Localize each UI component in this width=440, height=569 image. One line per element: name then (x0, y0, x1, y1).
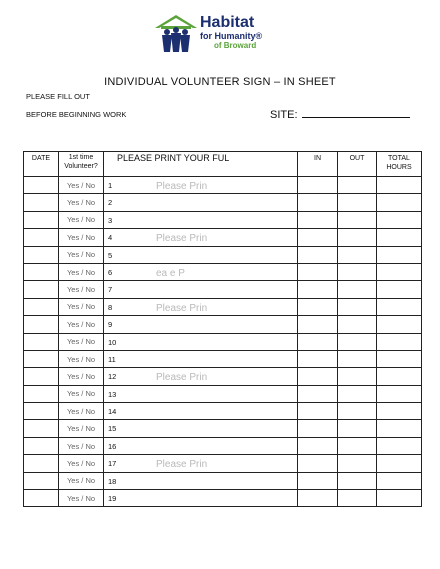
name-cell[interactable] (104, 194, 298, 211)
total-hours-cell[interactable] (377, 194, 422, 211)
sign-in-table (23, 151, 422, 507)
row-number: 19 (108, 494, 117, 504)
table-row (24, 316, 422, 333)
date-cell[interactable] (24, 333, 59, 350)
row-number: 17 (108, 459, 117, 469)
total-hours-cell[interactable] (377, 385, 422, 402)
table-row (24, 298, 422, 315)
date-cell[interactable] (24, 385, 59, 402)
name-cell[interactable] (104, 298, 298, 315)
print-name-watermark: Please Prin (156, 181, 208, 192)
instruction-line-1: PLEASE FILL OUT (26, 92, 90, 101)
name-cell[interactable] (104, 455, 298, 472)
table-row (24, 437, 422, 454)
print-name-watermark: Please Prin (156, 302, 208, 314)
print-name-watermark: Please Prin (156, 233, 208, 245)
header-total-hours: TOTAL HOURS (377, 152, 422, 177)
first-time-cell[interactable]: Yes / No (59, 281, 104, 298)
total-hours-cell[interactable] (377, 420, 422, 437)
first-time-cell[interactable]: Yes / No (59, 298, 104, 315)
time-out-cell[interactable] (338, 472, 377, 489)
time-in-cell[interactable] (298, 437, 338, 454)
date-cell[interactable] (24, 316, 59, 333)
header-out: OUT (338, 152, 377, 177)
first-time-cell[interactable]: Yes / No (59, 246, 104, 263)
date-cell[interactable] (24, 437, 59, 454)
table-row (24, 420, 422, 437)
table-row (24, 177, 422, 194)
total-hours-cell[interactable] (377, 333, 422, 350)
date-cell[interactable] (24, 177, 59, 194)
time-in-cell[interactable] (298, 229, 338, 246)
time-in-cell[interactable] (298, 333, 338, 350)
row-number: 15 (108, 424, 117, 434)
table-row (24, 246, 422, 263)
total-hours-cell[interactable] (377, 368, 422, 385)
table-row (24, 194, 422, 211)
total-hours-cell[interactable] (377, 455, 422, 472)
row-number: 10 (108, 337, 117, 347)
time-out-cell[interactable] (338, 385, 377, 402)
first-time-cell[interactable]: Yes / No (59, 403, 104, 420)
table-row (24, 211, 422, 228)
row-number: 9 (108, 320, 113, 330)
total-hours-cell[interactable] (377, 298, 422, 315)
first-time-cell[interactable]: Yes / No (59, 472, 104, 489)
first-time-cell[interactable]: Yes / No (59, 177, 104, 194)
row-number: 14 (108, 407, 117, 417)
time-in-cell[interactable] (298, 246, 338, 263)
total-hours-cell[interactable] (377, 263, 422, 280)
total-hours-cell[interactable] (377, 490, 422, 507)
name-cell[interactable] (104, 385, 298, 402)
date-cell[interactable] (24, 350, 59, 367)
date-cell[interactable] (24, 455, 59, 472)
time-out-cell[interactable] (338, 316, 377, 333)
date-cell[interactable] (24, 246, 59, 263)
name-cell[interactable] (104, 263, 298, 280)
name-cell[interactable] (104, 350, 298, 367)
date-cell[interactable] (24, 420, 59, 437)
time-out-cell[interactable] (338, 194, 377, 211)
first-time-cell[interactable]: Yes / No (59, 316, 104, 333)
time-in-cell[interactable] (298, 403, 338, 420)
time-out-cell[interactable] (338, 368, 377, 385)
table-row (24, 263, 422, 280)
total-hours-cell[interactable] (377, 281, 422, 298)
site-field[interactable] (270, 107, 410, 121)
date-cell[interactable] (24, 368, 59, 385)
time-out-cell[interactable] (338, 403, 377, 420)
header-name: PLEASE PRINT YOUR FUL (104, 152, 298, 177)
site-label: SITE: (270, 109, 298, 121)
row-number: 4 (108, 233, 113, 243)
first-time-cell[interactable]: Yes / No (59, 385, 104, 402)
name-cell[interactable] (104, 281, 298, 298)
house-people-icon (153, 14, 199, 54)
header-in: IN (298, 152, 338, 177)
date-cell[interactable] (24, 472, 59, 489)
total-hours-cell[interactable] (377, 350, 422, 367)
print-name-watermark: Please Prin (156, 459, 208, 471)
first-time-cell[interactable]: Yes / No (59, 229, 104, 246)
name-cell[interactable] (104, 490, 298, 507)
row-number: 6 (108, 267, 113, 277)
time-in-cell[interactable] (298, 263, 338, 280)
table-row (24, 333, 422, 350)
logo-subtitle: for Humanity® (200, 31, 263, 41)
time-in-cell[interactable] (298, 316, 338, 333)
time-in-cell[interactable] (298, 194, 338, 211)
time-in-cell[interactable] (298, 472, 338, 489)
date-cell[interactable] (24, 263, 59, 280)
total-hours-cell[interactable] (377, 177, 422, 194)
first-time-cell[interactable]: Yes / No (59, 350, 104, 367)
time-in-cell[interactable] (298, 211, 338, 228)
time-out-cell[interactable] (338, 455, 377, 472)
row-number: 2 (108, 198, 113, 208)
time-out-cell[interactable] (338, 420, 377, 437)
table-row (24, 281, 422, 298)
header-date: DATE (24, 152, 59, 177)
name-cell[interactable] (104, 403, 298, 420)
name-cell[interactable] (104, 316, 298, 333)
table-row (24, 350, 422, 367)
first-time-cell[interactable]: Yes / No (59, 263, 104, 280)
row-number: 1 (108, 181, 113, 190)
row-number: 13 (108, 389, 117, 399)
date-cell[interactable] (24, 298, 59, 315)
time-out-cell[interactable] (338, 211, 377, 228)
time-out-cell[interactable] (338, 246, 377, 263)
time-in-cell[interactable] (298, 298, 338, 315)
time-out-cell[interactable] (338, 350, 377, 367)
first-time-cell[interactable]: Yes / No (59, 211, 104, 228)
row-number: 7 (108, 285, 113, 295)
page-title: INDIVIDUAL VOLUNTEER SIGN – IN SHEET (104, 76, 336, 88)
instruction-line-2: BEFORE BEGINNING WORK (26, 110, 127, 119)
time-in-cell[interactable] (298, 420, 338, 437)
row-number: 8 (108, 302, 113, 312)
date-cell[interactable] (24, 281, 59, 298)
print-name-watermark: ea e P (156, 267, 185, 279)
first-time-cell[interactable]: Yes / No (59, 368, 104, 385)
date-cell[interactable] (24, 194, 59, 211)
table-row (24, 385, 422, 402)
first-time-cell[interactable]: Yes / No (59, 437, 104, 454)
table-row (24, 455, 422, 472)
name-cell[interactable] (104, 211, 298, 228)
table-row (24, 368, 422, 385)
name-cell[interactable] (104, 177, 298, 194)
table-row (24, 472, 422, 489)
total-hours-cell[interactable] (377, 316, 422, 333)
total-hours-cell[interactable] (377, 246, 422, 263)
date-cell[interactable] (24, 490, 59, 507)
habitat-logo (153, 12, 293, 64)
first-time-cell[interactable]: Yes / No (59, 420, 104, 437)
table-row (24, 229, 422, 246)
table-header-row (24, 152, 422, 177)
date-cell[interactable] (24, 229, 59, 246)
time-in-cell[interactable] (298, 490, 338, 507)
total-hours-cell[interactable] (377, 229, 422, 246)
time-out-cell[interactable] (338, 263, 377, 280)
first-time-cell[interactable]: Yes / No (59, 194, 104, 211)
time-in-cell[interactable] (298, 385, 338, 402)
time-out-cell[interactable] (338, 281, 377, 298)
header-first-time: 1st time Volunteer? (59, 152, 104, 177)
row-number: 12 (108, 372, 117, 382)
total-hours-cell[interactable] (377, 211, 422, 228)
name-cell[interactable] (104, 333, 298, 350)
time-out-cell[interactable] (338, 490, 377, 507)
time-in-cell[interactable] (298, 281, 338, 298)
table-row (24, 490, 422, 507)
site-blank-line[interactable] (302, 107, 410, 118)
logo-title: Habitat (200, 14, 255, 31)
time-out-cell[interactable] (338, 437, 377, 454)
first-time-cell[interactable]: Yes / No (59, 333, 104, 350)
name-cell[interactable] (104, 229, 298, 246)
time-out-cell[interactable] (338, 333, 377, 350)
total-hours-cell[interactable] (377, 472, 422, 489)
time-in-cell[interactable] (298, 455, 338, 472)
row-number: 11 (108, 354, 116, 364)
time-out-cell[interactable] (338, 229, 377, 246)
print-name-watermark: Please Prin (156, 372, 208, 384)
name-cell[interactable] (104, 246, 298, 263)
first-time-cell[interactable]: Yes / No (59, 455, 104, 472)
date-cell[interactable] (24, 211, 59, 228)
date-cell[interactable] (24, 403, 59, 420)
name-cell[interactable] (104, 472, 298, 489)
total-hours-cell[interactable] (377, 403, 422, 420)
name-cell[interactable] (104, 437, 298, 454)
row-number: 3 (108, 215, 113, 225)
time-in-cell[interactable] (298, 368, 338, 385)
time-out-cell[interactable] (338, 177, 377, 194)
row-number: 16 (108, 441, 117, 451)
time-out-cell[interactable] (338, 298, 377, 315)
logo-affiliate: of Broward (214, 41, 257, 50)
time-in-cell[interactable] (298, 177, 338, 194)
row-number: 5 (108, 250, 113, 260)
name-cell[interactable] (104, 420, 298, 437)
table-row (24, 403, 422, 420)
time-in-cell[interactable] (298, 350, 338, 367)
total-hours-cell[interactable] (377, 437, 422, 454)
row-number: 18 (108, 476, 117, 486)
name-cell[interactable] (104, 368, 298, 385)
first-time-cell[interactable]: Yes / No (59, 490, 104, 507)
